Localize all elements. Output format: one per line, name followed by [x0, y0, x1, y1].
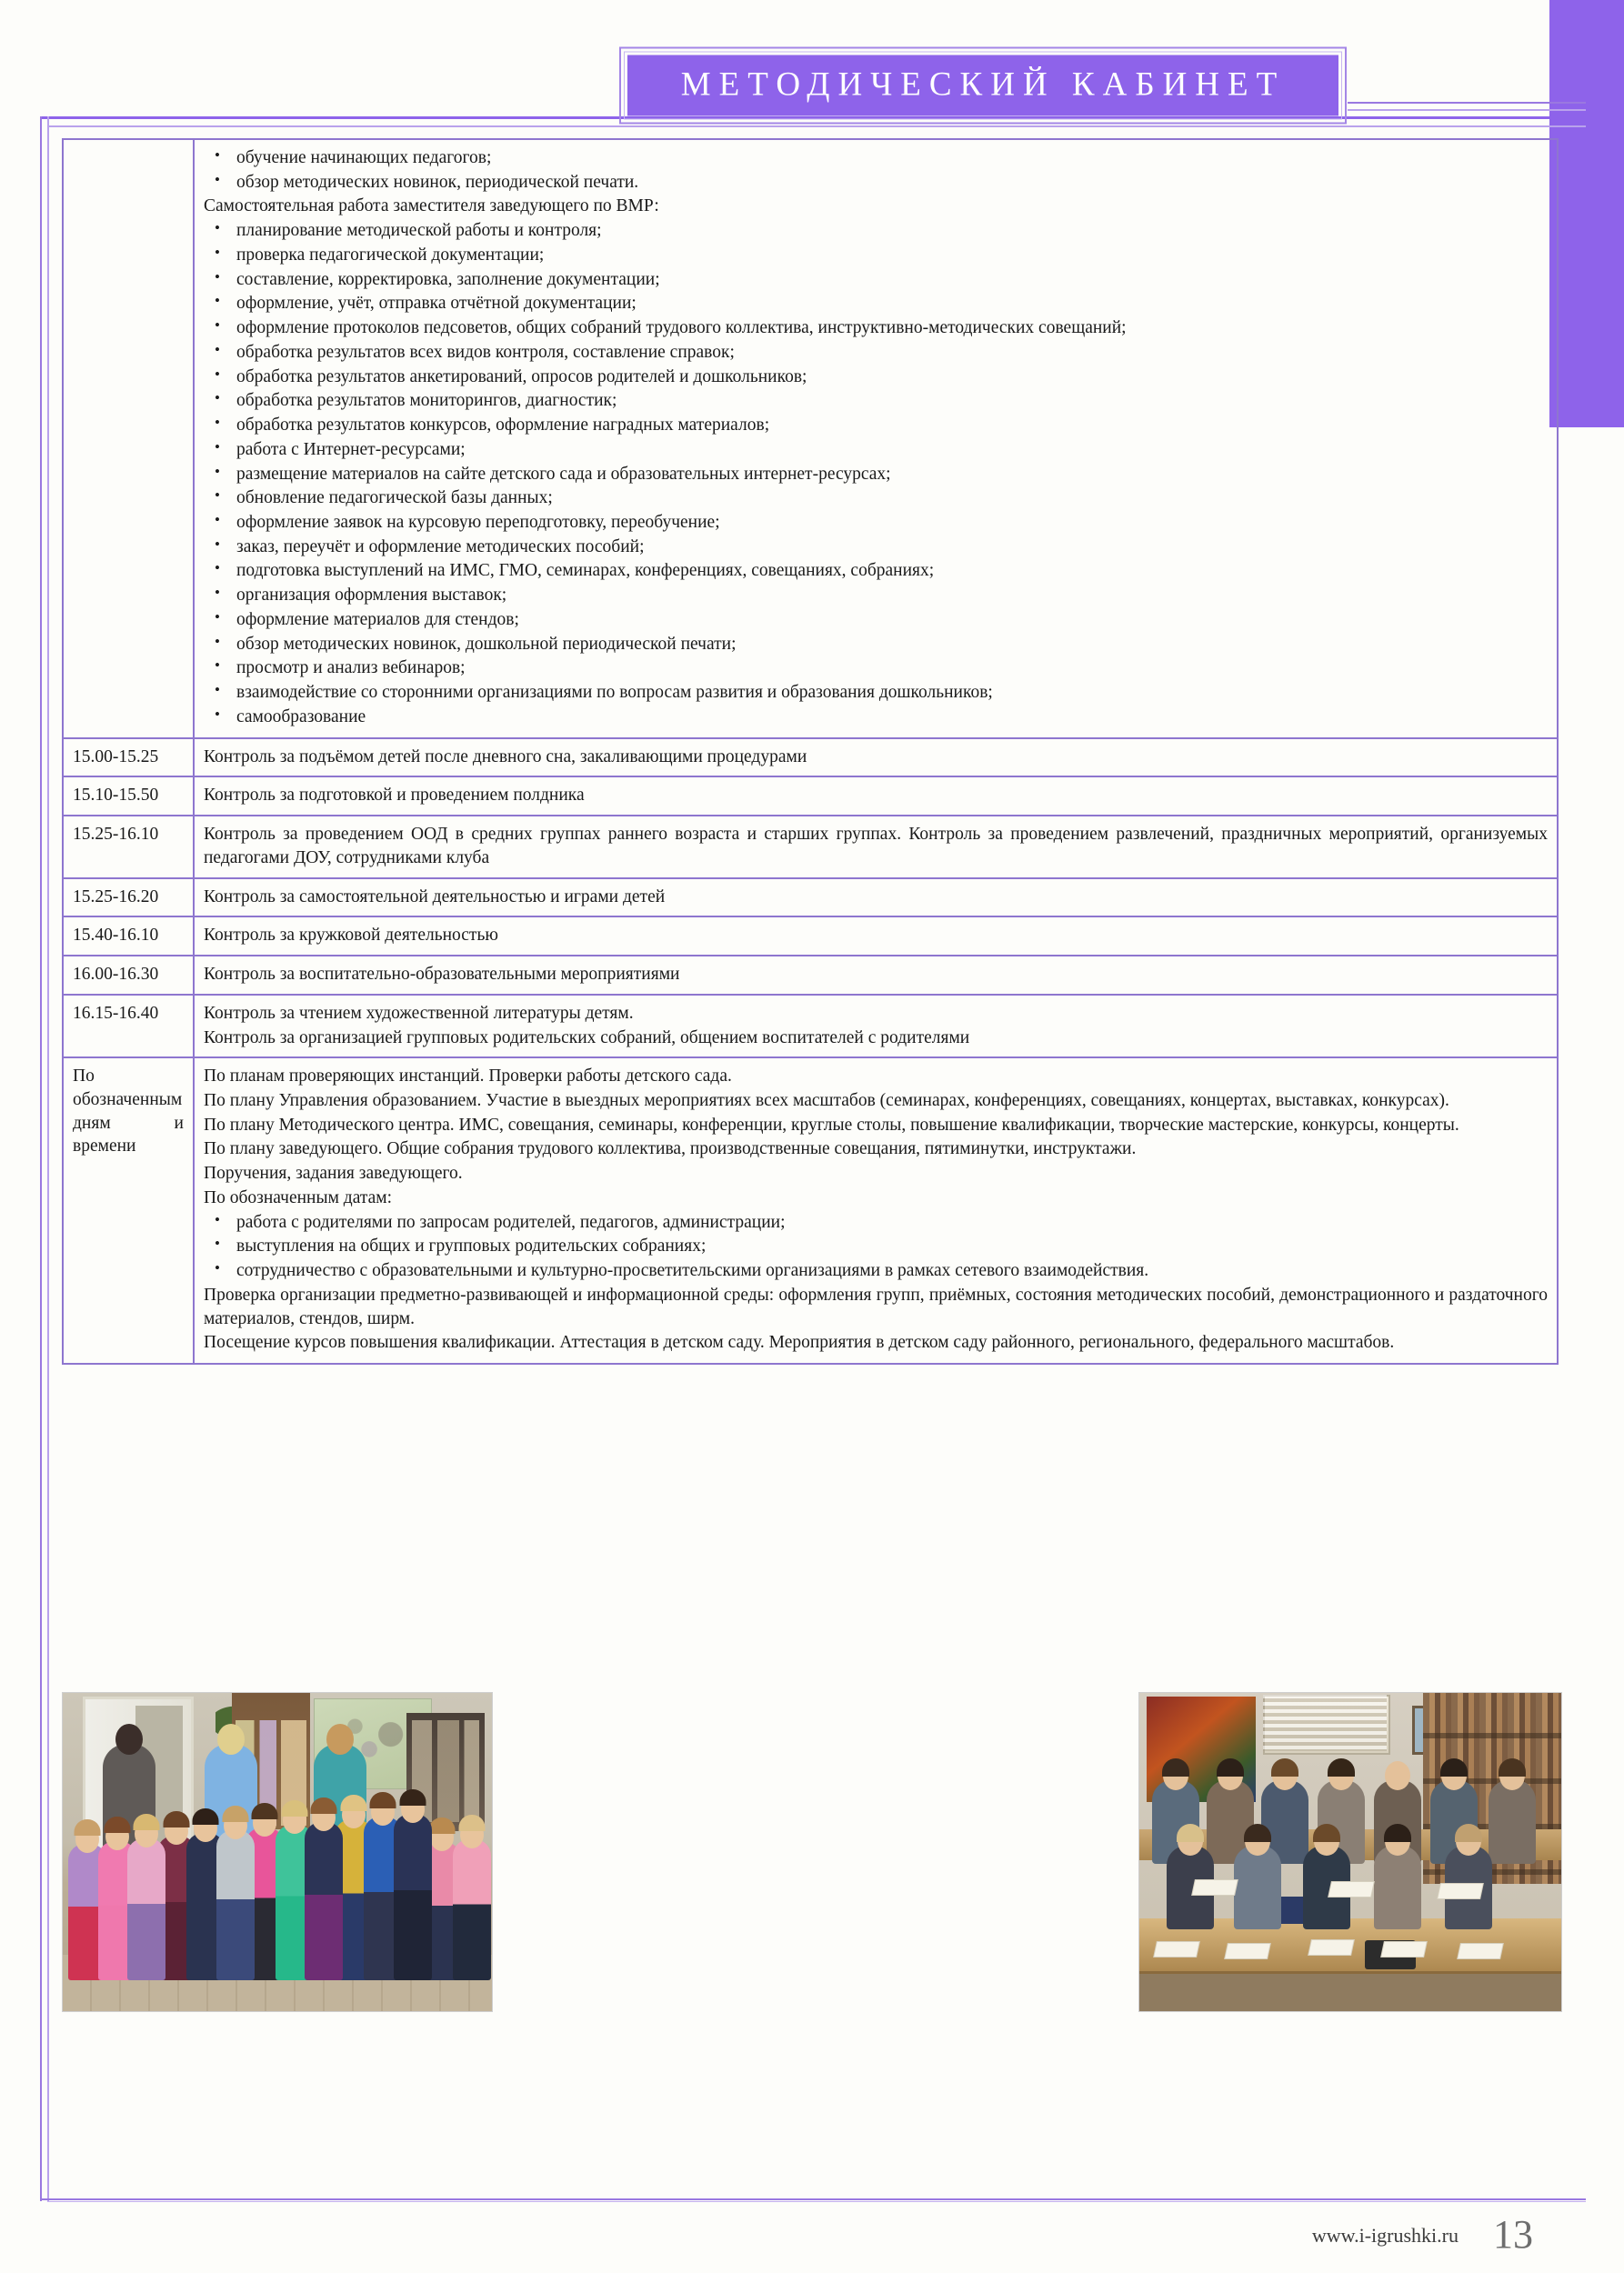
- cell-bullet-list: [204, 1211, 1548, 1283]
- schedule-description-cell: [194, 139, 1558, 738]
- list-item: • обновление педагогической базы данных;: [204, 486, 1548, 510]
- header-side-rule-outer: [1348, 102, 1586, 104]
- purple-corner-accent: [1549, 0, 1624, 427]
- cell-paragraph: Посещение курсов повышения квалификации. Аттестация в детском саду. Мероприятия в детском саду районного, регионального, федерального масштабов.: [204, 1333, 1395, 1353]
- table-row: [63, 956, 1558, 995]
- banner-fill: [627, 55, 1338, 116]
- list-item: • заказ, переучёт и оформление методических пособий;: [204, 536, 1548, 559]
- list-item: • обработка результатов конкурсов, оформление наградных материалов;: [204, 414, 1548, 437]
- cell-paragraph: Контроль за подъёмом детей после дневного сна, закаливающими процедурами: [204, 746, 807, 766]
- list-item: • обучение начинающих педагогов;: [204, 146, 1548, 170]
- photo1-child: [127, 1838, 165, 1980]
- photo2-paper-sheet: [1458, 1944, 1502, 1958]
- list-item: • планирование методической работы и контроля;: [204, 219, 1548, 243]
- cell-paragraph: По плану Методического центра. ИМС, совещания, семинары, конференции, круглые столы, повышение квалификации, творческие мастерские, конкурсы, концерты.: [204, 1115, 1459, 1135]
- cell-paragraph: Самостоятельная работа заместителя заведующего по ВМР:: [204, 196, 659, 216]
- schedule-description-cell: [194, 956, 1558, 995]
- list-item: • обзор методических новинок, периодической печати.: [204, 171, 1548, 195]
- photo-seminar-participants: [1138, 1692, 1562, 2012]
- schedule-description-cell: [194, 1057, 1558, 1364]
- list-item: • взаимодействие со сторонними организациями по вопросам развития и образования дошкольников;: [204, 681, 1548, 705]
- table-row: [63, 738, 1558, 777]
- list-item: • оформление протоколов педсоветов, общих собраний трудового коллектива, инструктивно-методических совещаний;: [204, 316, 1548, 340]
- schedule-time-cell: 15.40-16.10: [63, 916, 194, 956]
- photo1-child-hair: [311, 1797, 337, 1814]
- cell-paragraph: Контроль за чтением художественной литературы детям.: [204, 1003, 634, 1023]
- schedule-time-cell: По обозначенным дням и времени: [63, 1057, 194, 1364]
- schedule-description-cell: [194, 916, 1558, 956]
- banner-inner-border: [624, 52, 1342, 120]
- photo1-child-hair: [163, 1811, 189, 1827]
- photo-children-group: [62, 1692, 493, 2012]
- photo2-participant: [1489, 1780, 1536, 1864]
- list-item: • обзор методических новинок, дошкольной периодической печати;: [204, 633, 1548, 656]
- photo1-child-hair: [370, 1792, 396, 1808]
- list-item: • просмотр и анализ вебинаров;: [204, 656, 1548, 680]
- photo1-child-hair: [222, 1806, 248, 1822]
- schedule-time-cell: 16.00-16.30: [63, 956, 194, 995]
- schedule-table-body: [63, 139, 1558, 1364]
- table-row: [63, 995, 1558, 1057]
- list-item: • выступления на общих и групповых родительских собраниях;: [204, 1235, 1548, 1258]
- photo1-child-hair: [399, 1789, 426, 1806]
- table-row: [63, 139, 1558, 738]
- table-row: [63, 878, 1558, 917]
- photo1-child-hair: [134, 1814, 160, 1830]
- list-item: • составление, корректировка, заполнение документации;: [204, 268, 1548, 292]
- cell-paragraph: По обозначенным датам:: [204, 1187, 393, 1207]
- schedule-time-cell: 16.15-16.40: [63, 995, 194, 1057]
- page-title: МЕТОДИЧЕСКИЙ КАБИНЕТ: [680, 65, 1286, 104]
- schedule-description-cell: [194, 995, 1558, 1057]
- content-area: [62, 138, 1559, 1365]
- photo2-paper-sheet: [1308, 1940, 1353, 1955]
- list-item: • обработка результатов мониторингов, диагностик;: [204, 389, 1548, 413]
- list-item: • работа с Интернет-ресурсами;: [204, 438, 1548, 462]
- bottom-frame-rule-inner: [47, 2201, 1586, 2202]
- photo1-children-row: [63, 1784, 492, 1980]
- photo1-child-hair: [429, 1817, 456, 1834]
- cell-paragraph: Контроль за кружковой деятельностью: [204, 926, 498, 946]
- list-item: • обработка результатов анкетирований, опросов родителей и дошкольников;: [204, 365, 1548, 389]
- photo2-paper-sheet: [1381, 1942, 1426, 1957]
- photo1-child-hair: [458, 1815, 485, 1831]
- list-item: • организация оформления выставок;: [204, 584, 1548, 607]
- cell-paragraph: Контроль за самостоятельной деятельностью и играми детей: [204, 886, 666, 906]
- photo-strip: [62, 1692, 1562, 2012]
- schedule-time-cell: [63, 139, 194, 738]
- photo1-child-hair: [193, 1808, 219, 1825]
- header-side-rule-inner: [1348, 109, 1586, 111]
- list-item: • сотрудничество с образовательными и культурно-просветительскими организациями в рамках сетевого взаимодействия.: [204, 1259, 1548, 1283]
- photo1-child-hair: [252, 1803, 278, 1819]
- daily-schedule-table: [62, 138, 1559, 1365]
- photo1-child: [305, 1822, 343, 1980]
- cell-paragraph: По плану заведующего. Общие собрания трудового коллектива, производственные совещания, пятиминутки, инструктажи.: [204, 1139, 1137, 1159]
- schedule-description-cell: [194, 738, 1558, 777]
- footer-website-url[interactable]: www.i-igrushki.ru: [1311, 2224, 1459, 2247]
- list-item: • проверка педагогической документации;: [204, 244, 1548, 267]
- photo2-paper-sheet: [1154, 1942, 1198, 1957]
- photo2-participant: [1374, 1846, 1421, 1929]
- list-item: • работа с родителями по запросам родителей, педагогов, администрации;: [204, 1211, 1548, 1235]
- table-row: [63, 776, 1558, 816]
- schedule-time-cell: 15.00-15.25: [63, 738, 194, 777]
- left-frame-rule-inner: [47, 116, 49, 2201]
- schedule-description-cell: [194, 776, 1558, 816]
- schedule-description-cell: [194, 878, 1558, 917]
- cell-paragraph: Контроль за проведением ООД в средних группах раннего возраста и старших группах. Контроль за проведением развлечений, праздничных мероприятий, организуемых педагогами ДОУ, сотрудниками клуба: [204, 825, 1548, 867]
- photo2-participant: [1234, 1846, 1281, 1929]
- schedule-description-cell: [194, 816, 1558, 877]
- bottom-frame-rule-outer: [40, 2198, 1586, 2200]
- list-item: • обработка результатов всех видов контроля, составление справок;: [204, 341, 1548, 365]
- photo1-child: [453, 1839, 491, 1980]
- cell-bullet-list: [204, 219, 1548, 728]
- cell-bullet-list: [204, 146, 1548, 194]
- cell-paragraph: Контроль за подготовкой и проведением полдника: [204, 786, 585, 806]
- list-item: • подготовка выступлений на ИМС, ГМО, семинарах, конференциях, совещаниях, собраниях;: [204, 559, 1548, 583]
- photo2-paper-sheet: [1225, 1944, 1269, 1958]
- photo1-child-hair: [281, 1800, 307, 1817]
- list-item: • оформление заявок на курсовую переподготовку, переобучение;: [204, 511, 1548, 535]
- page-header-banner: [619, 47, 1347, 125]
- list-item: • размещение материалов на сайте детского сада и образовательных интернет-ресурсах;: [204, 463, 1548, 486]
- photo2-window-blind: [1263, 1695, 1387, 1751]
- list-item: • самообразование: [204, 706, 1548, 729]
- list-item: • оформление материалов для стендов;: [204, 608, 1548, 632]
- photo2-paper-sheet: [1192, 1880, 1237, 1895]
- cell-paragraph: Контроль за воспитательно-образовательными мероприятиями: [204, 965, 680, 985]
- banner-outer-border: [619, 47, 1347, 125]
- cell-paragraph: По планам проверяющих инстанций. Проверки работы детского сада.: [204, 1066, 732, 1086]
- photo1-child-hair: [75, 1819, 101, 1836]
- footer-page-number: 13: [1493, 2212, 1533, 2257]
- table-row: [63, 1057, 1558, 1364]
- photo2-paper-sheet: [1438, 1884, 1482, 1898]
- photo1-child-hair: [340, 1795, 366, 1811]
- cell-paragraph: Поручения, задания заведующего.: [204, 1164, 463, 1184]
- schedule-time-cell: 15.10-15.50: [63, 776, 194, 816]
- table-row: [63, 916, 1558, 956]
- cell-paragraph: По плану Управления образованием. Участие в выездных мероприятиях всех масштабов (семинарах, конференциях, совещаниях, концертах, выставках, конкурсах).: [204, 1090, 1449, 1110]
- photo1-child-hair: [104, 1817, 130, 1833]
- photo1-child: [394, 1814, 432, 1980]
- photo2-paper-sheet: [1328, 1882, 1373, 1897]
- left-frame-rule-outer: [40, 116, 42, 2201]
- table-row: [63, 816, 1558, 877]
- schedule-time-cell: 15.25-16.20: [63, 878, 194, 917]
- photo2-floor: [1139, 1969, 1561, 2011]
- schedule-time-cell: 15.25-16.10: [63, 816, 194, 877]
- cell-paragraph: Проверка организации предметно-развивающей и информационной среды: оформления групп, приёмных, состояния методических пособий, демонстрационного и раздаточного материалов, стендов, ширм.: [204, 1285, 1548, 1328]
- list-item: • оформление, учёт, отправка отчётной документации;: [204, 292, 1548, 315]
- top-frame-rule-inner: [47, 125, 1586, 127]
- cell-paragraph: Контроль за организацией групповых родительских собраний, общением воспитателей с родителями: [204, 1027, 970, 1047]
- photo1-child: [216, 1830, 255, 1980]
